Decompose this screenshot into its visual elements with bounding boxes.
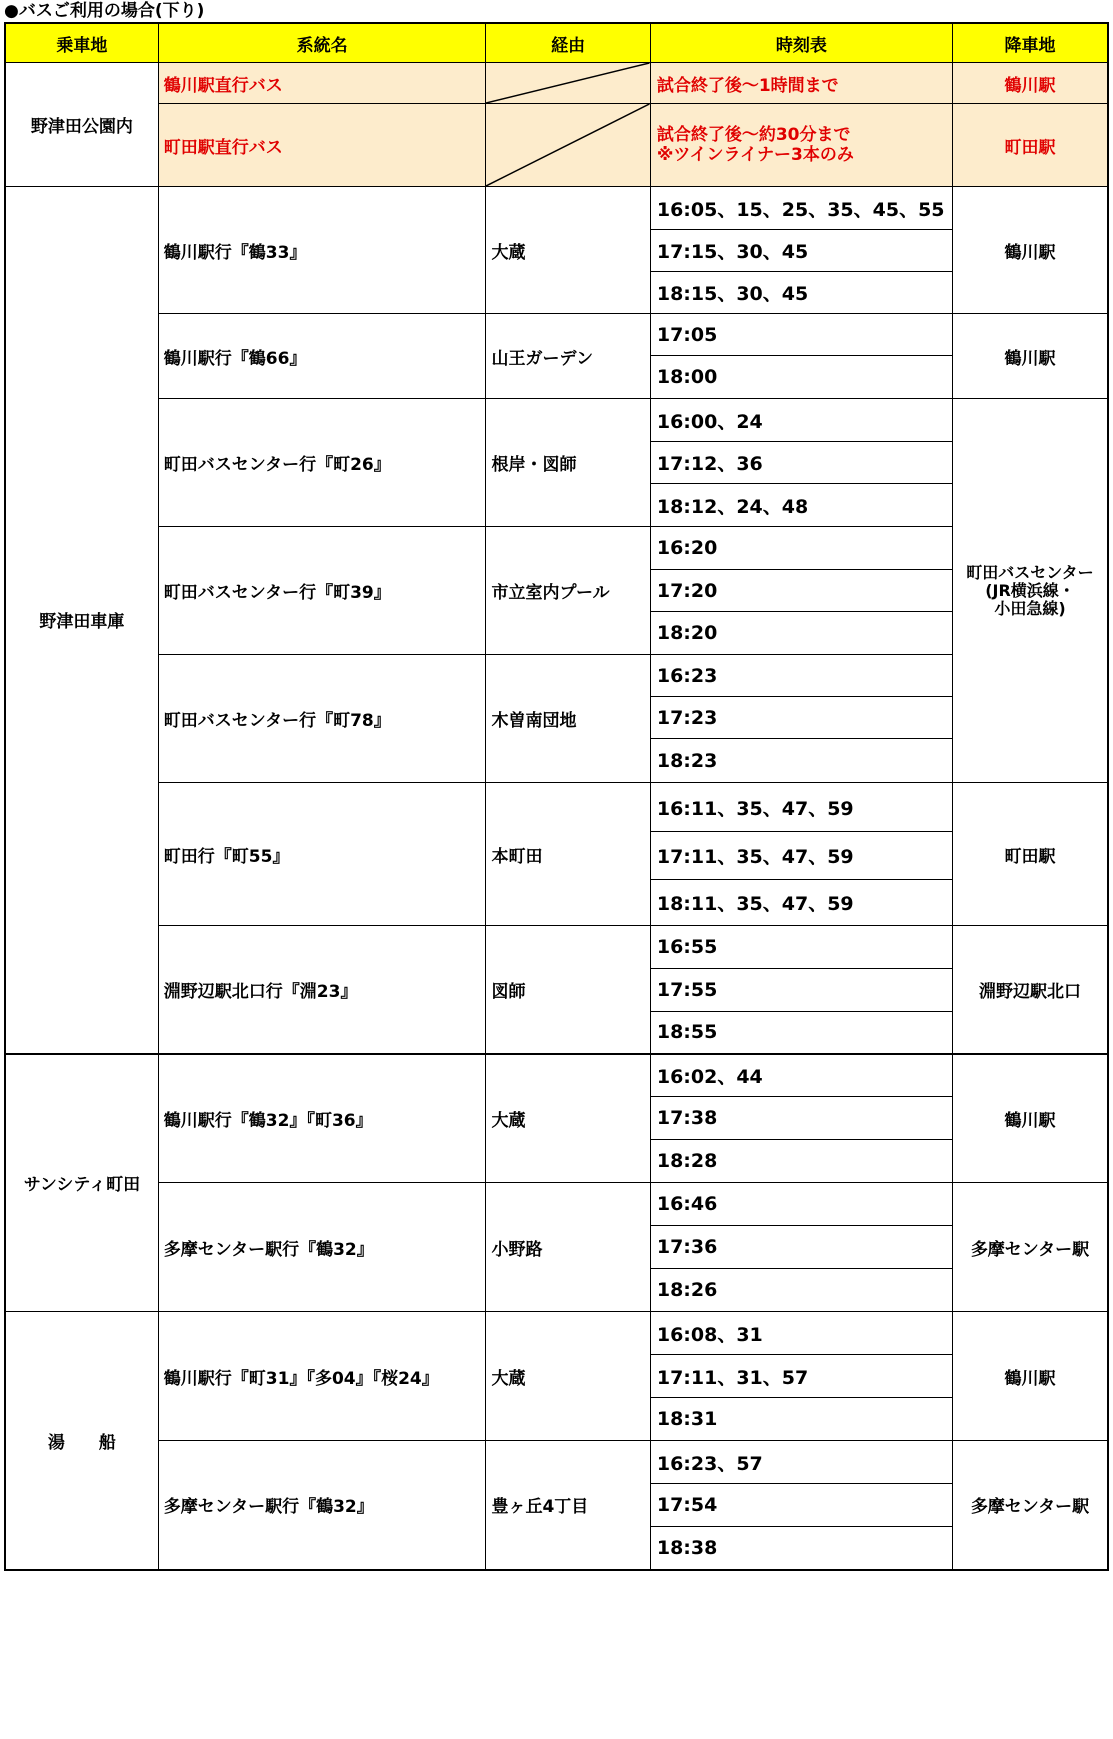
via: 小野路 [486, 1183, 650, 1312]
table-row [5, 655, 1108, 697]
time-cell: 18:00 [650, 356, 952, 399]
time-cell: 17:11、35、47、59 [650, 832, 952, 880]
alighting-stop: 淵野辺駅北口 [952, 926, 1108, 1054]
bus-timetable [4, 22, 1109, 1571]
route-name: 町田バスセンター行『町78』 [158, 655, 486, 783]
time-cell: 17:05 [650, 314, 952, 356]
header-alighting-stop: 降車地 [952, 23, 1108, 63]
table-row [5, 527, 1108, 570]
table-row [5, 1183, 1108, 1226]
alighting-stop: 町田駅 [952, 783, 1108, 926]
boarding-stop: 野津田車庫 [5, 187, 158, 1054]
route-name: 町田バスセンター行『町39』 [158, 527, 486, 655]
time-cell: 18:11、35、47、59 [650, 880, 952, 926]
time-cell: 16:02、44 [650, 1054, 952, 1097]
time-cell: 16:23、57 [650, 1441, 952, 1484]
table-row [5, 1054, 1108, 1097]
time-cell: 16:00、24 [650, 399, 952, 442]
route-name: 多摩センター駅行『鶴32』 [158, 1183, 486, 1312]
time-cell: 16:20 [650, 527, 952, 570]
alighting-stop: 多摩センター駅 [952, 1183, 1108, 1312]
dest-line: (JR横浜線・ [985, 580, 1075, 600]
time-cell: 18:23 [650, 739, 952, 783]
route-name: 鶴川駅行『鶴33』 [158, 187, 486, 314]
alighting-stop: 鶴川駅 [952, 1312, 1108, 1441]
dest-line: 小田急線) [994, 598, 1066, 618]
via: 大蔵 [486, 187, 650, 314]
time-cell: 17:15、30、45 [650, 230, 952, 272]
via: 豊ヶ丘4丁目 [486, 1441, 650, 1570]
route-name: 多摩センター駅行『鶴32』 [158, 1441, 486, 1570]
via: 木曽南団地 [486, 655, 650, 783]
alighting-stop: 鶴川駅 [952, 314, 1108, 399]
time-cell: 16:23 [650, 655, 952, 697]
route-name: 鶴川駅行『鶴66』 [158, 314, 486, 399]
dest-line: 町田バスセンター [966, 562, 1094, 582]
route-name: 鶴川駅直行バス [158, 63, 486, 104]
table-row [5, 783, 1108, 832]
table-row [5, 187, 1108, 230]
time-cell: 17:11、31、57 [650, 1355, 952, 1398]
time-cell: 16:08、31 [650, 1312, 952, 1355]
alighting-stop: 鶴川駅 [952, 1054, 1108, 1183]
time-cell: 18:26 [650, 1269, 952, 1312]
alighting-stop: 鶴川駅 [952, 63, 1108, 104]
alighting-stop: 多摩センター駅 [952, 1441, 1108, 1570]
time-cell: 16:55 [650, 926, 952, 969]
via: 山王ガーデン [486, 314, 650, 399]
time-cell: 16:11、35、47、59 [650, 783, 952, 832]
table-row [5, 399, 1108, 442]
time-note: 試合終了後〜約30分まで [656, 125, 851, 145]
header-route-name: 系統名 [158, 23, 486, 63]
table-row [5, 63, 1108, 104]
table-row [5, 1441, 1108, 1484]
table-row [5, 104, 1108, 187]
alighting-stop [952, 399, 1108, 783]
time-cell: 17:55 [650, 969, 952, 1012]
via: 大蔵 [486, 1054, 650, 1183]
time-cell: 17:54 [650, 1484, 952, 1527]
boarding-stop: サンシティ町田 [5, 1054, 158, 1312]
header-row [5, 23, 1108, 63]
time-cell: 18:55 [650, 1012, 952, 1054]
via-empty-slash [486, 104, 650, 187]
route-name: 町田バスセンター行『町26』 [158, 399, 486, 527]
time-cell: 17:23 [650, 697, 952, 739]
page-title: ●バスご利用の場合(下り) [4, 1, 205, 21]
boarding-stop: 湯 船 [5, 1312, 158, 1570]
via-empty-slash [486, 63, 650, 104]
table-row [5, 314, 1108, 356]
via: 根岸・図師 [486, 399, 650, 527]
route-name: 町田行『町55』 [158, 783, 486, 926]
via: 市立室内プール [486, 527, 650, 655]
time-cell: 17:38 [650, 1097, 952, 1140]
timetable-cell [650, 104, 952, 187]
via: 本町田 [486, 783, 650, 926]
route-name: 淵野辺駅北口行『淵23』 [158, 926, 486, 1054]
alighting-stop: 鶴川駅 [952, 187, 1108, 314]
time-cell: 17:36 [650, 1226, 952, 1269]
timetable-cell: 試合終了後〜1時間まで [650, 63, 952, 104]
table-row [5, 1312, 1108, 1355]
time-note: ※ツインライナー3本のみ [656, 145, 854, 165]
header-boarding-stop: 乗車地 [5, 23, 158, 63]
time-cell: 16:05、15、25、35、45、55 [650, 187, 952, 230]
table-row [5, 926, 1108, 969]
time-cell: 16:46 [650, 1183, 952, 1226]
alighting-stop: 町田駅 [952, 104, 1108, 187]
route-name: 鶴川駅行『鶴32』『町36』 [158, 1054, 486, 1183]
route-name: 鶴川駅行『町31』『多04』『桜24』 [158, 1312, 486, 1441]
time-cell: 17:20 [650, 570, 952, 612]
time-cell: 18:31 [650, 1398, 952, 1441]
via: 大蔵 [486, 1312, 650, 1441]
time-cell: 18:15、30、45 [650, 272, 952, 314]
header-timetable: 時刻表 [650, 23, 952, 63]
header-via: 経由 [486, 23, 650, 63]
time-cell: 18:20 [650, 612, 952, 655]
time-cell: 18:38 [650, 1527, 952, 1570]
time-cell: 18:12、24、48 [650, 484, 952, 527]
boarding-stop: 野津田公園内 [5, 63, 158, 187]
time-cell: 18:28 [650, 1140, 952, 1183]
via: 図師 [486, 926, 650, 1054]
route-name: 町田駅直行バス [158, 104, 486, 187]
time-cell: 17:12、36 [650, 442, 952, 484]
